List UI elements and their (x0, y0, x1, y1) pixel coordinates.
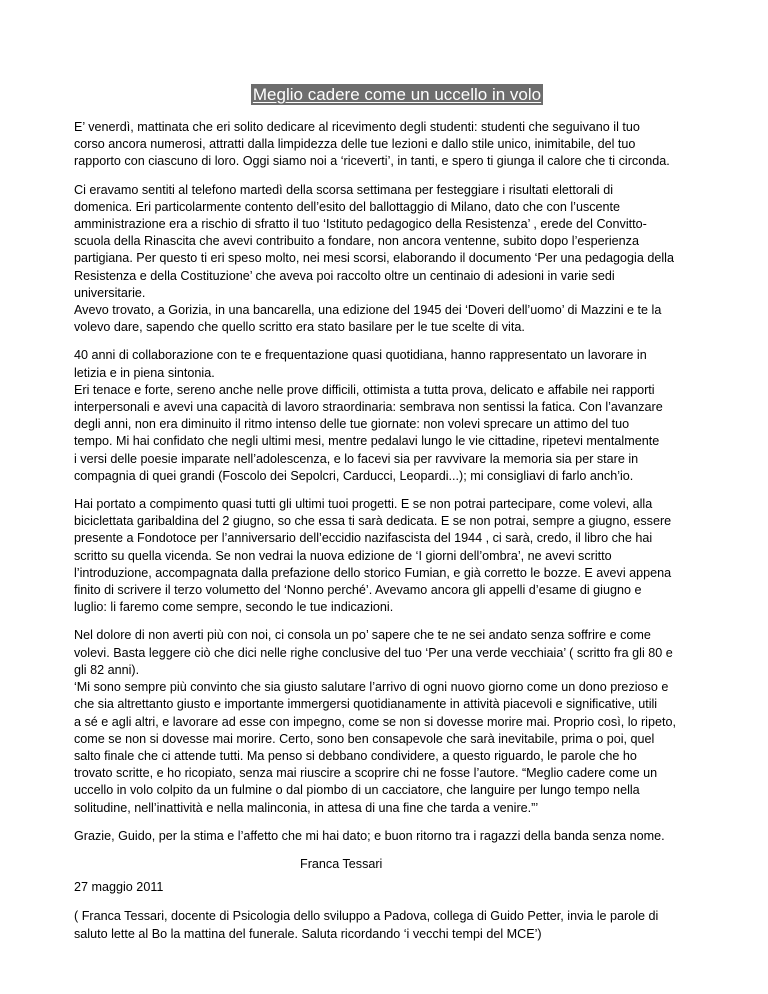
paragraph (74, 347, 706, 485)
text-line: uccello in volo colpito da un fulmine o dal piombo di un cacciatore, che languire per lungo tempo nella (74, 783, 640, 798)
text-line: Nel dolore di non averti più con noi, ci consola un po’ sapere che te ne sei andato senza soffrire e come (74, 628, 651, 643)
paragraph (74, 119, 706, 171)
text-line: Grazie, Guido, per la stima e l’affetto che mi hai dato; e buon ritorno tra i ragazzi della banda senza nome. (74, 828, 665, 843)
document-body (74, 119, 706, 845)
text-line: ( Franca Tessari, docente di Psicologia dello sviluppo a Padova, collega di Guido Petter, invia le parole di (74, 909, 659, 924)
text-line: scuola della Rinascita che avevi contribuito a fondare, non ancora ventenne, subito dopo l’esperienza (74, 234, 639, 249)
paragraph (74, 627, 706, 816)
text-line: domenica. Eri particolarmente contento dell’esito del ballottaggio di Milano, dato che con l’uscente (74, 199, 621, 214)
title-wrap (74, 84, 706, 105)
document-title: Meglio cadere come un uccello in volo (252, 85, 542, 104)
text-line: partigiana. Per questo ti eri speso molto, nei mesi scorsi, elaborando il documento ‘Per una pedagogia della (74, 251, 674, 266)
text-line: biciclettata garibaldina del 2 giugno, so che essa ti sarà dedicata. E se non potrai, sempre a giugno, essere (74, 514, 672, 529)
text-line: Resistenza e della Costituzione’ che aveva poi raccolto oltre un centinaio di adesioni in varie sedi (74, 268, 615, 283)
text-line: Eri tenace e forte, sereno anche nelle prove difficili, ottimista a tutta prova, delicato e affabile nei rapporti (74, 382, 655, 397)
text-line: E’ venerdì, mattinata che eri solito dedicare al ricevimento degli studenti: studenti che seguivano il tuo (74, 120, 640, 134)
paragraph (74, 182, 706, 337)
text-line: i versi delle poesie imparate nell’adolescenza, e lo facevi sia per ravvivare la memoria sia per stare in (74, 451, 639, 466)
text-line: degli anni, non era diminuito il ritmo intenso delle tue giornate: non volevi sprecare un attimo del tuo (74, 417, 630, 432)
text-line: interpersonali e avevi una capacità di lavoro straordinaria: sembrava non sentissi la fatica. Con l’avanzare (74, 400, 663, 415)
text-line: gli 82 anni). (74, 662, 140, 677)
paragraph (74, 496, 706, 616)
date: 27 maggio 2011 (74, 880, 164, 895)
text-line: trovato scritte, e ho ricopiato, senza mai riuscire a scoprire chi ne fosse l’autore. “Meglio cadere come un (74, 766, 658, 781)
text-line: tempo. Mi hai confidato che negli ultimi mesi, mentre pedalavi lungo le vie cittadine, ripetevi mentalmente (74, 434, 660, 449)
text-line: solitudine, nell’inattività e nella malinconia, in attesa di una fine che tarda a venire.”’ (74, 800, 539, 815)
text-line: saluto lette al Bo la mattina del funerale. Saluta ricordando ‘i vecchi tempi del MCE’) (74, 926, 542, 941)
text-line: rapporto con ciascuno di loro. Oggi siamo noi a ‘riceverti’, in tanti, e spero ti giunga il calore che ti circonda. (74, 154, 670, 169)
text-line: ‘Mi sono sempre più convinto che sia giusto salutare l’arrivo di ogni nuovo giorno come un dono prezioso e (74, 680, 669, 695)
text-line: compagnia di quei grandi (Foscolo dei Sepolcri, Carducci, Leopardi...); mi consigliavi di farlo anch’io. (74, 468, 634, 483)
closing-note (74, 908, 706, 942)
document-page (74, 84, 706, 954)
text-line: come se non si dovesse mai morire. Certo, sono ben consapevole che sarà inevitabile, prima o poi, quel (74, 731, 655, 746)
text-line: salto finale che ci attende tutti. Ma penso si debbano condividere, a questo riguardo, le parole che ho (74, 748, 637, 763)
text-line: Hai portato a compimento quasi tutti gli ultimi tuoi progetti. E se non potrai partecipare, come volevi, alla (74, 497, 653, 512)
text-line: l’introduzione, accompagnata dalla prefazione dello storico Fumian, e già corretto le bozze. E avevi appena (74, 565, 672, 580)
text-line: Ci eravamo sentiti al telefono martedì della scorsa settimana per festeggiare i risultati elettorali di (74, 182, 613, 197)
text-line: amministrazione era a rischio di sfratto il tuo ‘Istituto pedagogico della Resistenza’ , erede del Convitto- (74, 217, 647, 232)
text-line: 40 anni di collaborazione con te e frequentazione quasi quotidiana, hanno rappresentato un lavorare in (74, 348, 647, 363)
paragraph (74, 828, 706, 845)
text-line: volevo dare, sapendo che quello scritto era stato basilare per le tue scelte di vita. (74, 320, 525, 335)
text-line: Avevo trovato, a Gorizia, in una bancarella, una edizione del 1945 dei ‘Doveri dell’uomo’ di Mazzini e te la (74, 303, 662, 318)
text-line: a sé e agli altri, e lavorare ad esse con impegno, come se non si dovesse morire mai. Proprio così, lo ripeto, (74, 714, 676, 729)
text-line: finito di scrivere il terzo volumetto del ‘Nonno perché’. Avevamo ancora gli appelli d’esame di giugno e (74, 583, 642, 598)
text-line: letizia e in piena sintonia. (74, 365, 215, 380)
text-line: presente a Fondotoce per l’anniversario dell’eccidio nazifascista del 1944 , ci sarà, credo, il libro che hai (74, 531, 653, 546)
text-line: corso ancora numerosi, attratti dalla limpidezza delle tue lezioni e dallo stile unico, inimitabile, del tuo (74, 137, 636, 152)
text-line: che sia altrettanto giusto e importante immergersi quotidianamente in attività piacevoli e significative, utili (74, 697, 658, 712)
text-line: luglio: li faremo come sempre, secondo le tue indicazioni. (74, 600, 394, 615)
text-line: universitarie. (74, 285, 146, 300)
text-line: scritto su quella vicenda. Se non vedrai la nuova edizione de ‘I giorni dell’ombra’, ne avevi scritto (74, 548, 612, 563)
signature: Franca Tessari (300, 856, 383, 871)
text-line: volevi. Basta leggere ciò che dici nelle righe conclusive del tuo ‘Per una verde vecchiaia’ ( scritto fra gli 80 e (74, 645, 673, 660)
